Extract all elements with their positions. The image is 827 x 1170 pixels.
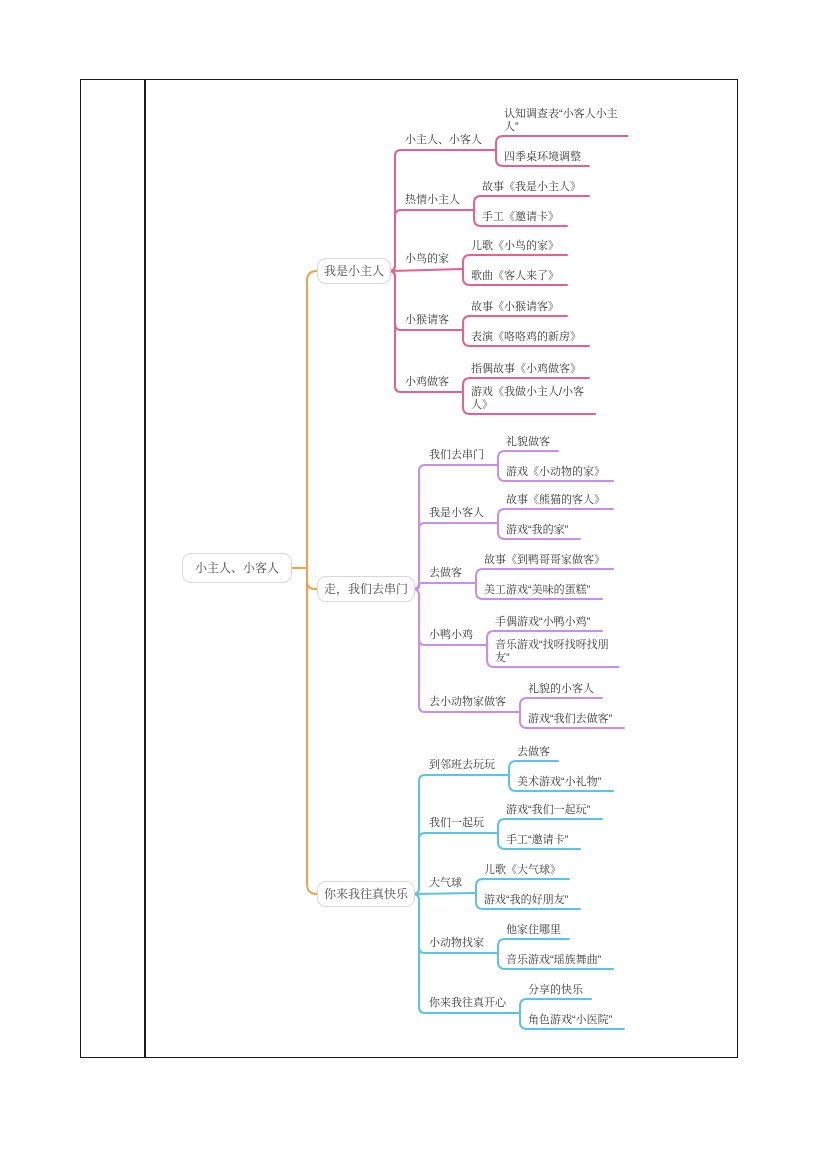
leaf-topic <box>482 211 559 224</box>
sub-branch-label: 我们去串门 <box>429 449 484 461</box>
leaf-topic-line: 四季桌环境调整 <box>504 151 581 163</box>
leaf-topic <box>528 1014 612 1027</box>
sub-branch-label: 小鸡做客 <box>405 376 449 388</box>
leaf-topic-line: 友” <box>495 652 510 664</box>
leaf-topic-line: 儿歌《大气球》 <box>484 864 561 876</box>
leaf-topic <box>517 776 601 789</box>
leaf-topic-line: 游戏“我们一起玩” <box>506 804 591 816</box>
leaf-topic <box>506 524 568 537</box>
leaf-topic-line: 故事《到鸭哥哥家做客》 <box>484 554 605 566</box>
leaf-topic <box>471 363 581 376</box>
leaf-topic-line: 故事《熊猫的客人》 <box>506 494 605 506</box>
branch-node: 你来我往真快乐 <box>317 881 415 907</box>
leaf-topic-line: 游戏“我们去做客” <box>528 713 613 725</box>
leaf-topic-line: 游戏“我的好朋友” <box>484 894 569 906</box>
leaf-topic <box>484 554 605 567</box>
leaf-topic <box>528 683 594 696</box>
leaf-topic <box>471 301 559 314</box>
leaf-topic-line: 手偶游戏“小鸭小鸡” <box>495 616 591 628</box>
leaf-topic-line: 礼貌做客 <box>506 436 550 448</box>
leaf-topic-line: 美术游戏“小礼物” <box>517 776 602 788</box>
sub-branch-label: 我是小客人 <box>429 507 484 519</box>
sub-branch-label: 我们一起玩 <box>429 817 484 829</box>
branch-node: 我是小主人 <box>317 258 391 284</box>
leaf-topic <box>504 151 581 164</box>
leaf-topic-line: 人” <box>504 121 519 133</box>
leaf-topic-line: 音乐游戏“瑶族舞曲” <box>506 954 602 966</box>
leaf-topic-line: 手工《邀请卡》 <box>482 211 559 223</box>
leaf-topic <box>482 181 581 194</box>
sub-branch-label: 去做客 <box>429 567 462 579</box>
leaf-topic <box>484 894 568 907</box>
leaf-topic-line: 歌曲《客人来了》 <box>471 270 559 282</box>
sub-branch-label: 小鸭小鸡 <box>429 629 473 641</box>
leaf-topic-line: 游戏《我做小主人/小客 <box>471 386 585 398</box>
leaf-topic <box>495 616 590 629</box>
leaf-topic <box>471 240 559 253</box>
leaf-topic-line: 手工“邀请卡” <box>506 834 569 846</box>
leaf-topic <box>517 746 550 759</box>
leaf-topic-line: 游戏“我的家” <box>506 524 569 536</box>
leaf-topic <box>506 494 605 507</box>
sub-branch-label: 小猴请客 <box>405 314 449 326</box>
leaf-topic <box>506 804 590 817</box>
sub-branch-label: 小鸟的家 <box>405 253 449 265</box>
sub-branch-label: 你来我往真开心 <box>429 997 506 1009</box>
leaf-topic-line: 角色游戏“小医院” <box>528 1014 613 1026</box>
leaf-topic <box>506 834 568 847</box>
leaf-topic <box>506 924 561 937</box>
leaf-topic-line: 表演《咯咯鸡的新房》 <box>471 331 581 343</box>
leaf-topic <box>484 584 590 597</box>
leaf-topic-line: 分享的快乐 <box>528 984 583 996</box>
sub-branch-label: 小动物找家 <box>429 937 484 949</box>
leaf-topic <box>471 270 559 283</box>
leaf-topic-line: 游戏《小动物的家》 <box>506 466 605 478</box>
sub-branch-label: 大气球 <box>429 877 462 889</box>
leaf-topic-line: 礼貌的小客人 <box>528 683 594 695</box>
leaf-topic-line: 指偶故事《小鸡做客》 <box>471 363 581 375</box>
leaf-topic-line: 音乐游戏“找呀找呀找朋 <box>495 639 609 651</box>
leaf-topic <box>471 386 584 412</box>
leaf-topic-line: 故事《小猴请客》 <box>471 301 559 313</box>
leaf-topic-line: 去做客 <box>517 746 550 758</box>
leaf-topic <box>528 713 612 726</box>
branch-node: 走，我们去串门 <box>317 576 415 602</box>
leaf-topic <box>528 984 583 997</box>
leaf-topic-line: 故事《我是小主人》 <box>482 181 581 193</box>
sub-branch-label: 到邻班去玩玩 <box>429 759 495 771</box>
sub-branch-label: 热情小主人 <box>405 194 460 206</box>
leaf-topic-line: 他家住哪里 <box>506 924 561 936</box>
mindmap-root-node: 小主人、小客人 <box>182 553 292 583</box>
leaf-topic <box>506 436 550 449</box>
sub-branch-label: 去小动物家做客 <box>429 696 506 708</box>
leaf-topic <box>471 331 581 344</box>
leaf-topic-line: 儿歌《小鸟的家》 <box>471 240 559 252</box>
sub-branch-label: 小主人、小客人 <box>405 134 482 146</box>
leaf-topic <box>504 108 618 134</box>
leaf-topic-line: 人》 <box>471 399 493 411</box>
leaf-topic <box>506 466 605 479</box>
leaf-topic <box>506 954 601 967</box>
leaf-topic-line: 认知调查表“小客人小主 <box>504 108 618 120</box>
leaf-topic-line: 美工游戏“美味的蛋糕” <box>484 584 591 596</box>
leaf-topic <box>495 639 609 665</box>
leaf-topic <box>484 864 561 877</box>
